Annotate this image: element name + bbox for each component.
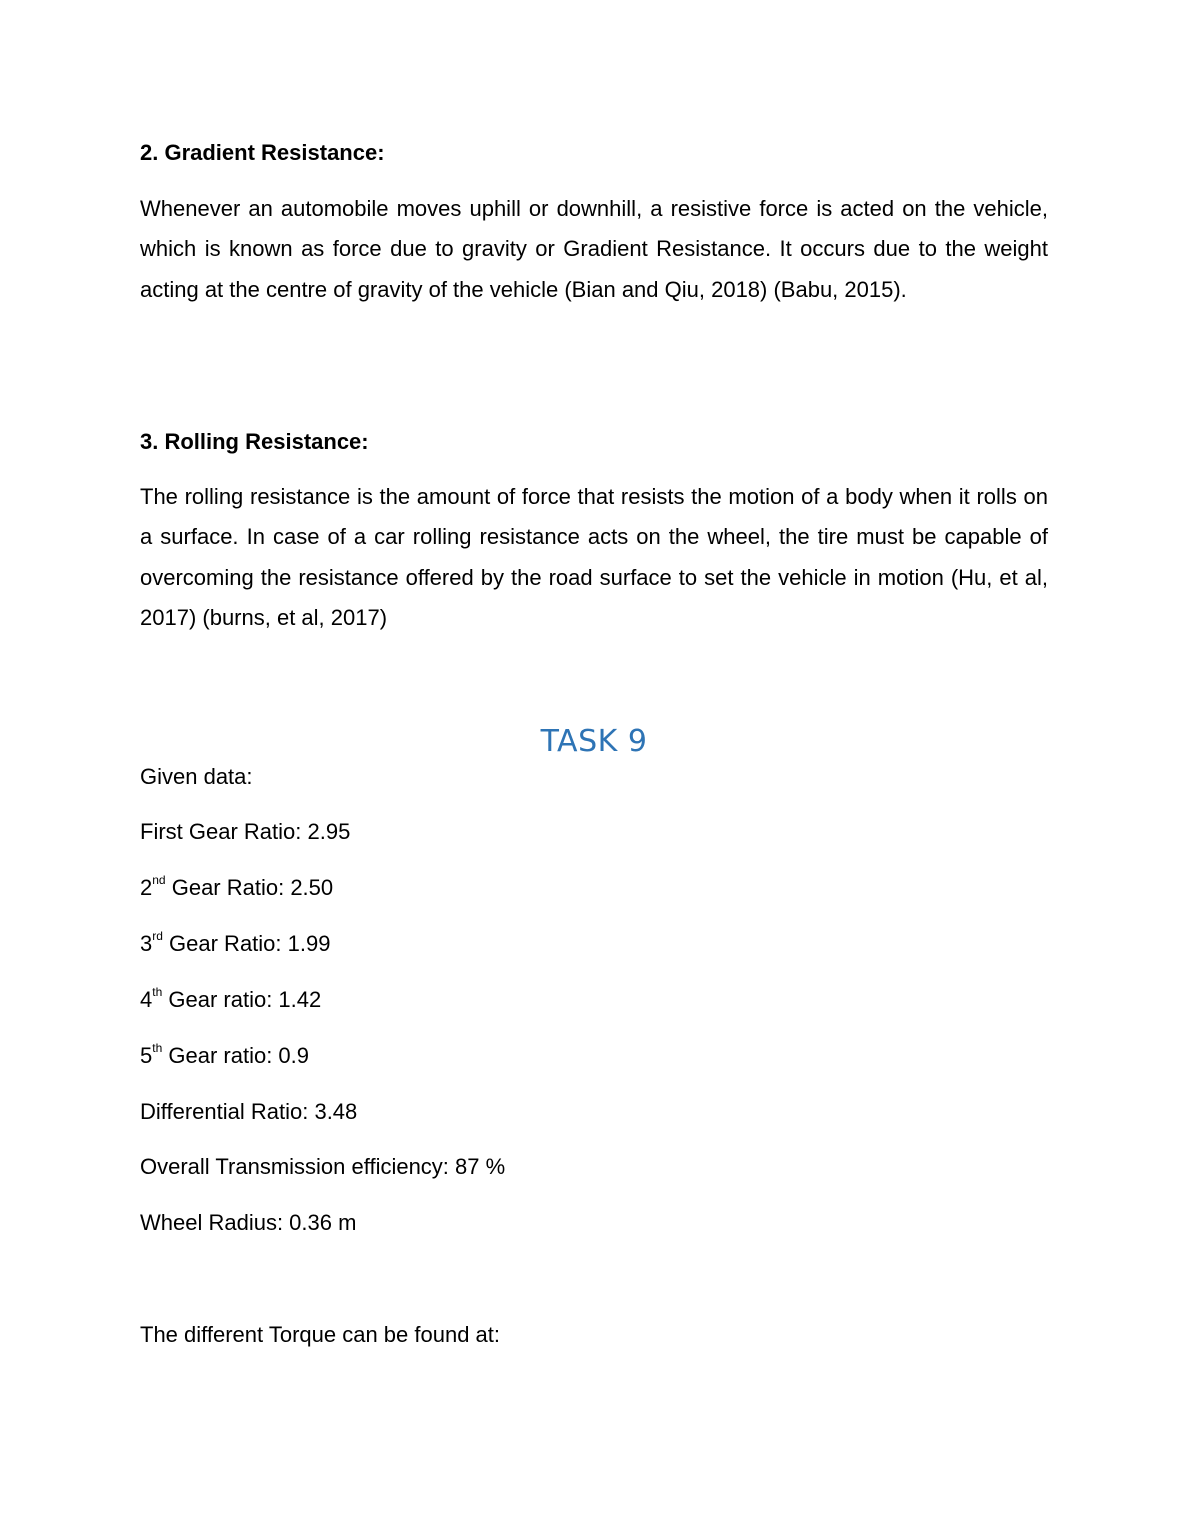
wheel-radius: Wheel Radius: 0.36 m	[140, 1210, 357, 1235]
fifth-gear-ratio	[140, 1040, 310, 1069]
rolling-resistance-heading: 3. Rolling Resistance:	[140, 429, 369, 454]
transmission-efficiency: Overall Transmission efficiency: 87 %	[140, 1154, 506, 1179]
fourth-gear-text: Gear ratio: 1.42	[162, 987, 322, 1012]
fifth-gear-number: 5	[140, 1043, 153, 1068]
second-gear-text: Gear Ratio: 2.50	[165, 875, 334, 900]
third-gear-text: Gear Ratio: 1.99	[162, 931, 331, 956]
document-page	[140, 0, 1048, 1540]
third-gear-number: 3	[140, 931, 153, 956]
fifth-gear-suffix: th	[152, 1040, 163, 1055]
fourth-gear-ratio	[140, 984, 322, 1013]
gradient-resistance-heading: 2. Gradient Resistance:	[140, 140, 385, 165]
torque-intro: The different Torque can be found at:	[140, 1322, 501, 1347]
fourth-gear-number: 4	[140, 987, 153, 1012]
fourth-gear-suffix: th	[152, 984, 163, 999]
second-gear-ratio	[140, 872, 334, 901]
gradient-resistance-paragraph: Whenever an automobile moves uphill or downhill, a resistive force is acted on the vehicle, which is known as force due to gravity or Gradient Resistance. It occurs due to the weight acting at the centre of gravity of the vehicle (Bian and Qiu, 2018) (Babu, 2015).	[140, 196, 1048, 302]
second-gear-number: 2	[140, 875, 153, 900]
given-data-label: Given data:	[140, 764, 253, 789]
third-gear-suffix: rd	[152, 928, 163, 943]
second-gear-suffix: nd	[152, 872, 166, 887]
third-gear-ratio	[140, 928, 331, 957]
rolling-resistance-paragraph: The rolling resistance is the amount of force that resists the motion of a body when it rolls on a surface. In case of a car rolling resistance acts on the wheel, the tire must be capable of overcoming the resistance offered by the road surface to set the vehicle in motion (Hu, et al, 2017) (burns, et al, 2017)	[140, 484, 1048, 630]
first-gear-ratio: First Gear Ratio: 2.95	[140, 819, 351, 844]
fifth-gear-text: Gear ratio: 0.9	[162, 1043, 310, 1068]
task-title: TASK 9	[540, 724, 648, 759]
differential-ratio: Differential Ratio: 3.48	[140, 1099, 358, 1124]
